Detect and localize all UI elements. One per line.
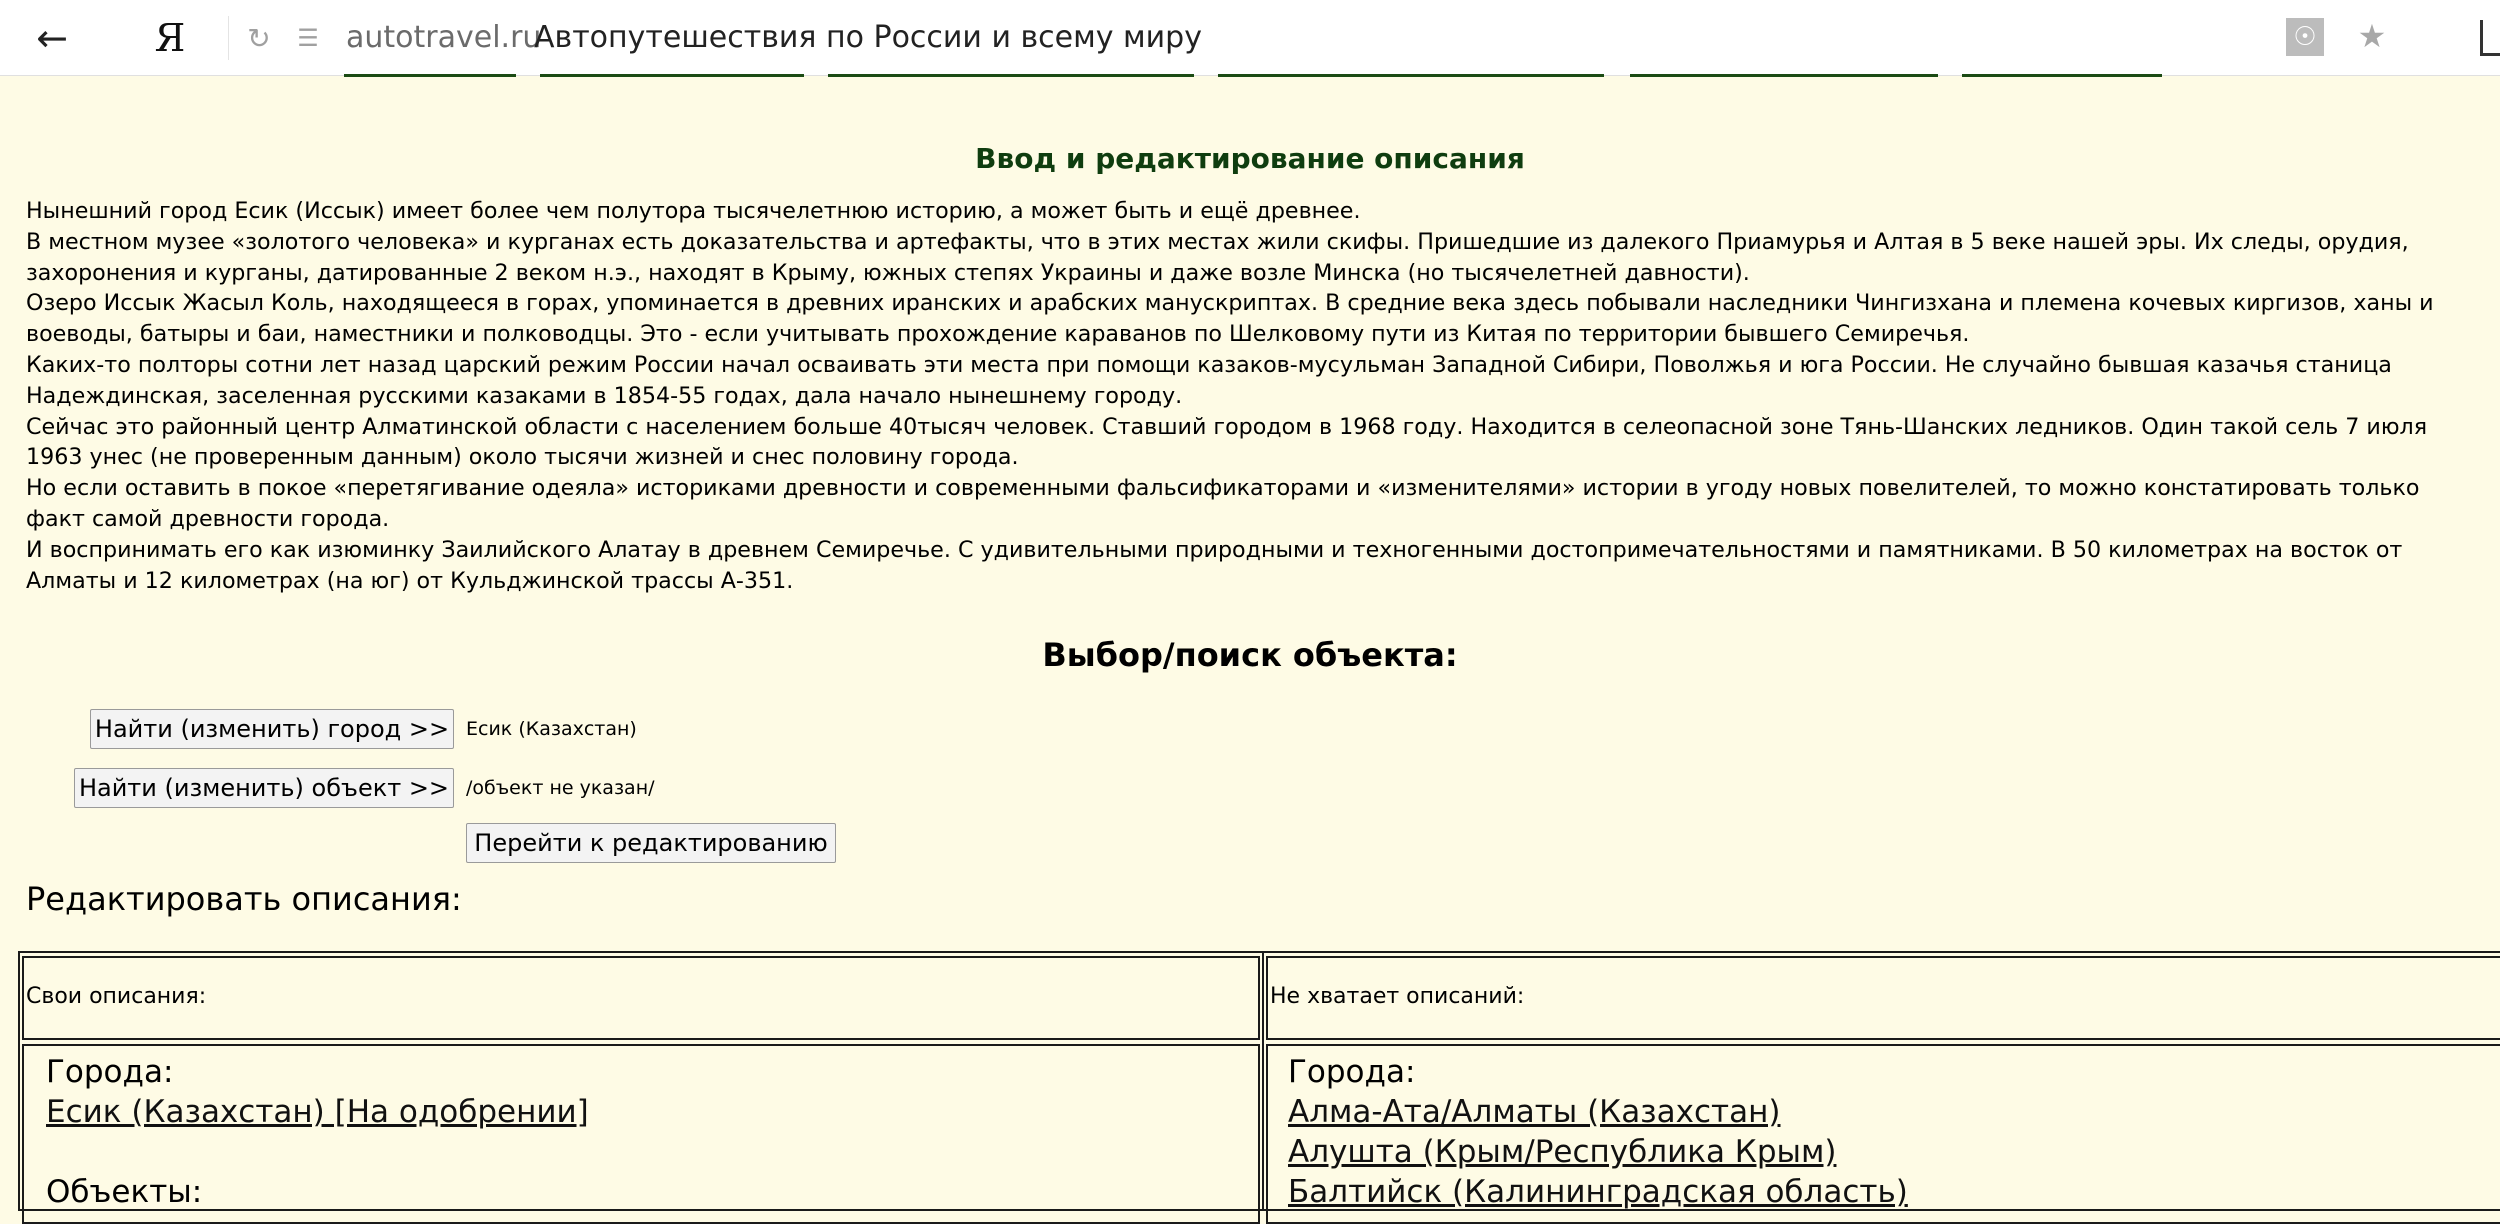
selected-object: /объект не указан/ bbox=[466, 777, 655, 799]
reader-mode-icon[interactable]: ☰ bbox=[297, 24, 319, 52]
yandex-logo-icon[interactable]: Я bbox=[154, 16, 186, 60]
address-bar-url[interactable]: autotravel.ru bbox=[346, 20, 542, 55]
description-paragraph: Нынешний город Есик (Иссык) имеет более чем полутора тысячелетнюю историю, а может быть и ещё древнее. bbox=[26, 198, 1361, 224]
toolbar-divider bbox=[228, 16, 229, 60]
search-title: Выбор/поиск объекта: bbox=[1042, 636, 1458, 674]
find-city-button[interactable]: Найти (изменить) город >> bbox=[90, 709, 454, 749]
edit-descriptions-heading: Редактировать описания: bbox=[26, 880, 462, 918]
bookmark-star-icon[interactable]: ★ bbox=[2357, 17, 2387, 55]
nav-tab-underline[interactable] bbox=[1962, 74, 2162, 77]
nav-tab-underline[interactable] bbox=[344, 74, 516, 77]
description-paragraph: Озеро Иссык Жасыл Коль, находящееся в горах, упоминается в древних иранских и арабских манускриптах. В средние века здесь побывали наследники Чингизхана и племена кочевых киргизов, ханы и воеводы, батыры и баи, наместники и полководцы. Это - если учитывать прохождение караванов по Шелковому пути из Китая по территории бывшего Семиречья. bbox=[26, 290, 2434, 348]
missing-city-link[interactable]: Алушта (Крым/Республика Крым) bbox=[1288, 1134, 1837, 1170]
missing-cities-label: Города: bbox=[1288, 1054, 1416, 1090]
arrow-left-icon[interactable]: ← bbox=[36, 16, 68, 60]
own-descriptions-list bbox=[46, 1052, 589, 1212]
table-header-cell-own bbox=[22, 956, 1260, 1040]
nav-tab-underline[interactable] bbox=[1218, 74, 1604, 77]
translate-globe-icon[interactable]: ☉ bbox=[2286, 18, 2324, 56]
own-cities-label: Города: bbox=[46, 1054, 174, 1090]
missing-city-link[interactable]: Балтийск (Калининградская область) bbox=[1288, 1174, 1908, 1210]
description-paragraph: И воспринимать его как изюминку Заилийского Алатау в древнем Семиречье. С удивительными природными и техногенными достопримечательностями и памятниками. В 50 километрах на восток от Алматы и 12 километрах (на юг) от Кульджинской трассы А-351. bbox=[26, 536, 2403, 594]
own-city-link[interactable]: Есик (Казахстан) [На одобрении] bbox=[46, 1094, 589, 1130]
own-objects-label: Объекты: bbox=[46, 1174, 203, 1210]
address-bar-page-title[interactable]: Автопутешествия по России и всему миру bbox=[534, 20, 1202, 55]
own-descriptions-header: Свои описания: bbox=[26, 984, 207, 1009]
nav-tab-underline[interactable] bbox=[828, 74, 1194, 77]
section-title: Ввод и редактирование описания bbox=[975, 142, 1525, 175]
missing-city-link[interactable]: Алма-Ата/Алматы (Казахстан) bbox=[1288, 1094, 1781, 1130]
reload-icon[interactable]: ↻ bbox=[247, 21, 271, 55]
description-paragraph: Каких-то полторы сотни лет назад царский режим России начал осваивать эти места при помощи казаков-мусульман Западной Сибири, Поволжья и юга России. Не случайно бывшая казачья станица Надеждинская, заселенная русскими казаками в 1854-55 годах, дала начало нынешнему городу. bbox=[26, 351, 2392, 409]
missing-descriptions-list bbox=[1288, 1052, 1908, 1212]
browser-toolbar bbox=[0, 0, 2500, 76]
description-paragraph: В местном музее «золотого человека» и курганах есть доказательства и артефакты, что в этих местах жили скифы. Пришедшие из далекого Приамурья и Алтая в 5 веке нашей эры. Их следы, орудия, захоронения и курганы, датированные 2 веком н.э., находят в Крыму, южных степях Украины и даже возле Минска (но тысячелетней давности). bbox=[26, 228, 2409, 286]
nav-tab-underline[interactable] bbox=[1630, 74, 1938, 77]
object-description bbox=[26, 196, 2466, 596]
nav-tab-underline[interactable] bbox=[540, 74, 804, 77]
go-to-edit-button[interactable]: Перейти к редактированию bbox=[466, 823, 836, 863]
list-spacer bbox=[46, 1132, 589, 1172]
selected-city: Есик (Казахстан) bbox=[466, 718, 637, 740]
description-paragraph: Сейчас это районный центр Алматинской области с населением больше 40тысяч человек. Ставший городом в 1968 году. Находится в селеопасной зоне Тянь-Шанских ледников. Один такой сель 7 июля 1963 унес (не проверенным данным) около тысячи жизней и снес половину города. bbox=[26, 413, 2428, 471]
missing-descriptions-header: Не хватает описаний: bbox=[1270, 984, 1525, 1009]
find-object-button[interactable]: Найти (изменить) объект >> bbox=[74, 768, 454, 808]
description-paragraph: Но если оставить в покое «перетягивание одеяла» историками древности и современными фальсификаторами и «изменителями» истории в угоду новых повелителей, то можно констатировать только факт самой древности города. bbox=[26, 475, 2420, 532]
menu-icon[interactable] bbox=[2480, 20, 2500, 56]
